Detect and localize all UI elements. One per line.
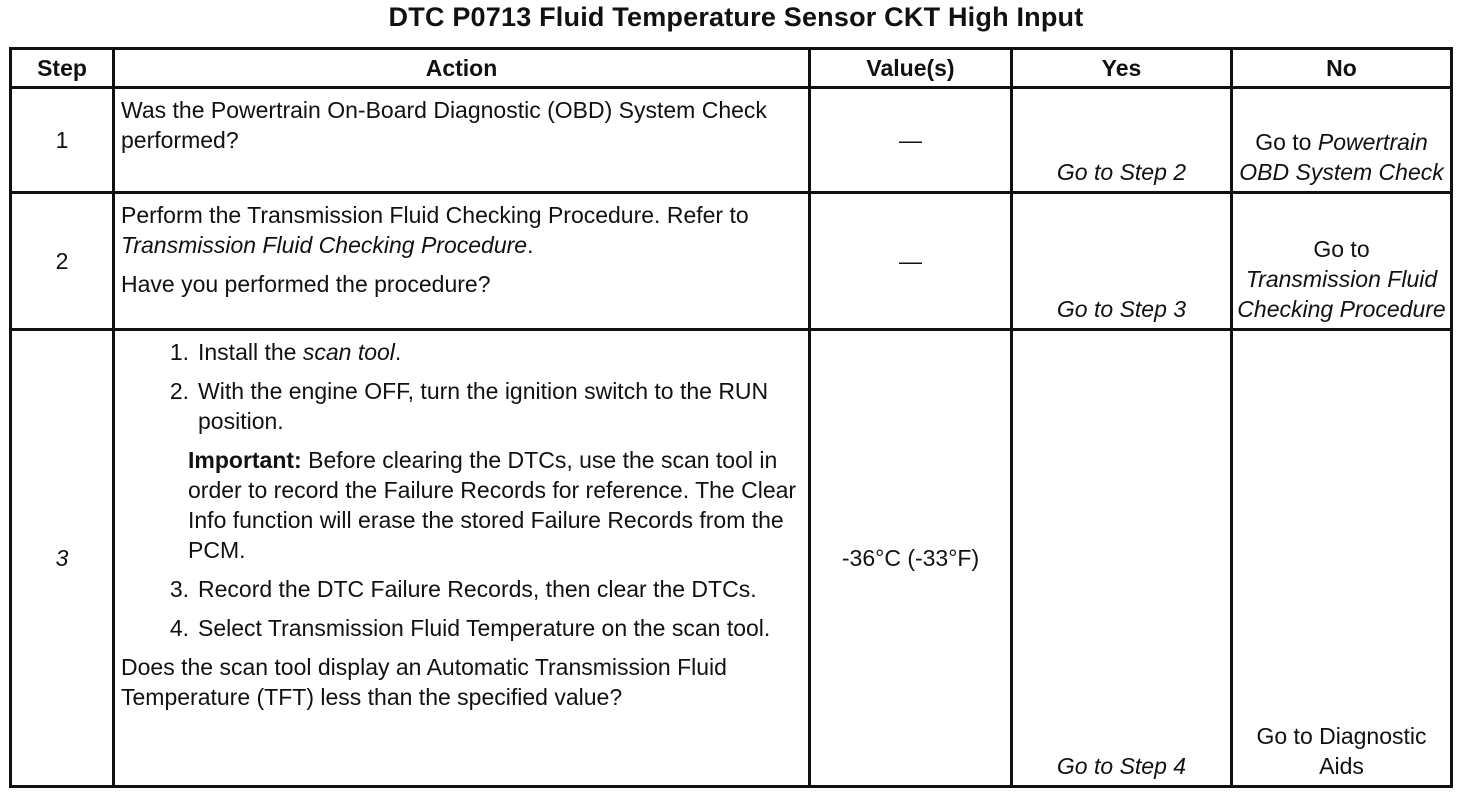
table-row: [11, 193, 1452, 330]
no-reference: Transmission Fluid Checking Procedure: [1237, 266, 1446, 322]
no-prefix: Go to: [1313, 236, 1370, 262]
important-note: [121, 445, 802, 565]
action-text: Was the Powertrain On-Board Diagnostic (OBD) System Check performed?: [121, 97, 767, 153]
action-cell: [114, 193, 810, 330]
header-row: [11, 49, 1452, 88]
step-number: 3: [11, 330, 114, 787]
table-row: [11, 88, 1452, 193]
action-text: Perform the Transmission Fluid Checking Procedure. Refer to: [121, 202, 749, 228]
action-reference: Transmission Fluid Checking Procedure: [121, 232, 528, 258]
list-item: [121, 574, 802, 604]
value-cell: —: [810, 193, 1012, 330]
list-suffix: .: [394, 339, 402, 365]
action-question: Does the scan tool display an Automatic Transmission Fluid Temperature (TFT) less than the specified value?: [121, 654, 727, 710]
header-step: Step: [11, 49, 114, 88]
list-item: [121, 337, 802, 367]
list-text: Install the: [198, 339, 303, 365]
yes-cell: Go to Step 2: [1012, 88, 1232, 193]
list-number: 2.: [169, 378, 189, 404]
yes-cell: Go to Step 4: [1012, 330, 1232, 787]
list-text: Record the DTC Failure Records, then clear the DTCs.: [198, 576, 757, 602]
yes-cell: Go to Step 3: [1012, 193, 1232, 330]
diagnostic-table: [9, 47, 1453, 788]
no-prefix: Go to: [1255, 129, 1318, 155]
no-cell: [1232, 88, 1452, 193]
list-reference: scan tool: [302, 339, 395, 365]
action-question: Have you performed the procedure?: [121, 271, 491, 297]
header-values: Value(s): [810, 49, 1012, 88]
list-text: Select Transmission Fluid Temperature on the scan tool.: [198, 615, 771, 641]
document-title: DTC P0713 Fluid Temperature Sensor CKT High Input: [388, 2, 1084, 32]
important-text: Before clearing the DTCs, use the scan tool in order to record the Failure Records for reference. The Clear Info function will erase the stored Failure Records from the PCM.: [188, 447, 797, 563]
step-number: 2: [11, 193, 114, 330]
step-number: 1: [11, 88, 114, 193]
list-number: 1.: [169, 339, 189, 365]
no-cell: [1232, 193, 1452, 330]
action-suffix: .: [527, 232, 534, 258]
header-action: Action: [114, 49, 810, 88]
no-cell: Go to Diagnostic Aids: [1232, 330, 1452, 787]
action-cell: [114, 330, 810, 787]
list-item: [121, 376, 802, 436]
no-reference: Powertrain OBD System Check: [1239, 129, 1444, 185]
header-no: No: [1232, 49, 1452, 88]
list-number: 4.: [169, 615, 189, 641]
list-item: [121, 613, 802, 643]
value-cell: -36°C (-33°F): [810, 330, 1012, 787]
header-yes: Yes: [1012, 49, 1232, 88]
list-text: With the engine OFF, turn the ignition switch to the RUN position.: [198, 378, 769, 434]
value-cell: —: [810, 88, 1012, 193]
action-cell: [114, 88, 810, 193]
important-label: Important:: [188, 447, 302, 473]
table-row: [11, 330, 1452, 787]
list-number: 3.: [169, 576, 189, 602]
